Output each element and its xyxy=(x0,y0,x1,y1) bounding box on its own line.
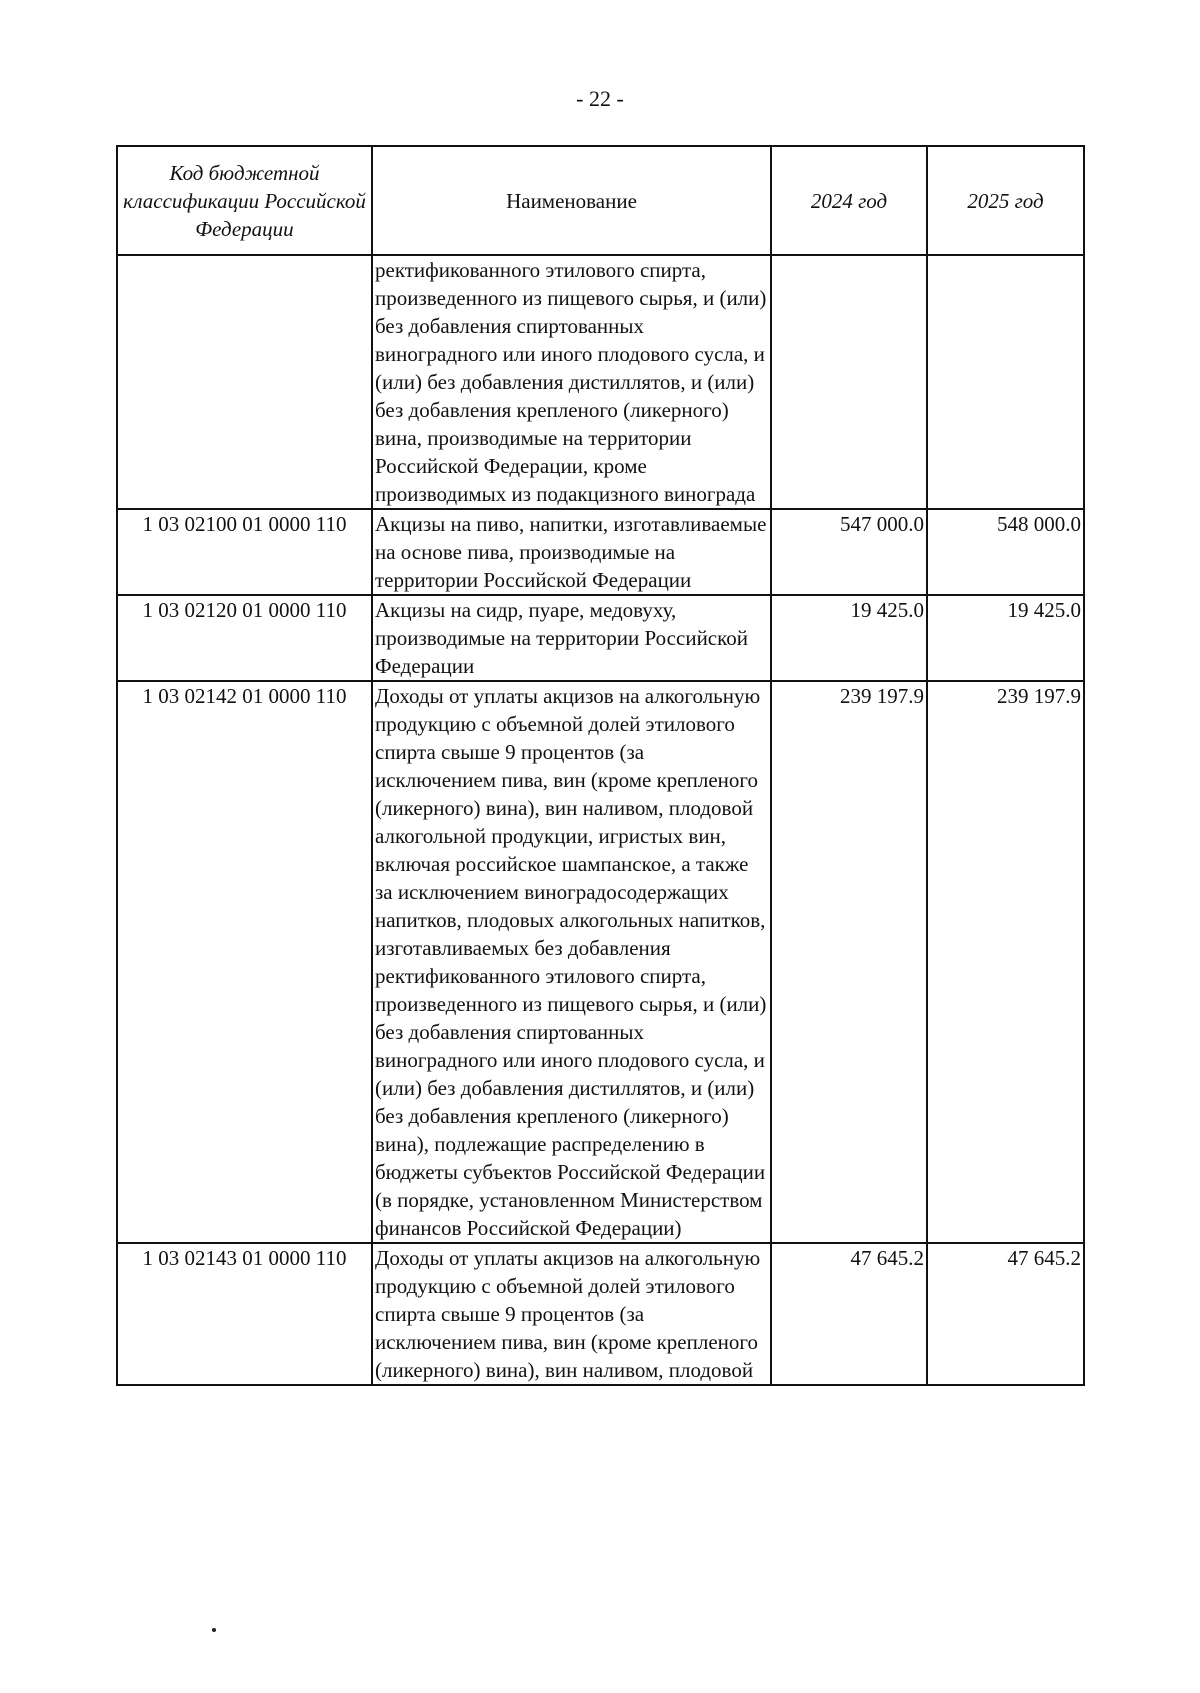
row-value-2025: 239 197.9 xyxy=(927,681,1084,1243)
table-row xyxy=(117,509,1084,595)
row-code xyxy=(117,255,372,509)
row-code: 1 03 02142 01 0000 110 xyxy=(117,681,372,1243)
row-value-2024 xyxy=(771,255,927,509)
row-name: Доходы от уплаты акцизов на алкогольную продукцию с объемной долей этилового спирта свыше 9 процентов (за исключением пива, вин (кроме крепленого (ликерного) вина), вин наливом, плодовой алкогольной продукции, игристых вин, включая российское шампанское, а также за исключением виноградосодержащих напитков, плодовых алкогольных напитков, изготавливаемых без добавления ректификованного этилового спирта, произведенного из пищевого сырья, и (или) без добавления спиртованных виноградного или иного плодового сусла, и (или) без добавления дистиллятов, и (или) без добавления крепленого (ликерного) вина), подлежащие распределению в бюджеты субъектов Российской Федерации (в порядке, установленном Министерством финансов Российской Федерации) xyxy=(372,681,771,1243)
row-code: 1 03 02100 01 0000 110 xyxy=(117,509,372,595)
table-row xyxy=(117,1243,1084,1385)
table-header-row xyxy=(117,146,1084,255)
row-value-2024: 19 425.0 xyxy=(771,595,927,681)
row-value-2025: 47 645.2 xyxy=(927,1243,1084,1385)
stray-dot-mark xyxy=(212,1628,216,1632)
row-value-2024: 239 197.9 xyxy=(771,681,927,1243)
budget-revenue-table xyxy=(116,145,1085,1386)
header-code: Код бюджетной классификации Российской Федерации xyxy=(117,146,372,255)
header-year-2025: 2025 год xyxy=(927,146,1084,255)
table-row xyxy=(117,255,1084,509)
row-name: Акцизы на пиво, напитки, изготавливаемые на основе пива, производимые на территории Российской Федерации xyxy=(372,509,771,595)
table-row xyxy=(117,681,1084,1243)
row-name: ректификованного этилового спирта, произведенного из пищевого сырья, и (или) без добавления спиртованных виноградного или иного плодового сусла, и (или) без добавления дистиллятов, и (или) без добавления крепленого (ликерного) вина, производимые на территории Российской Федерации, кроме производимых из подакцизного винограда xyxy=(372,255,771,509)
row-code: 1 03 02120 01 0000 110 xyxy=(117,595,372,681)
row-value-2024: 47 645.2 xyxy=(771,1243,927,1385)
row-code: 1 03 02143 01 0000 110 xyxy=(117,1243,372,1385)
row-name: Доходы от уплаты акцизов на алкогольную продукцию с объемной долей этилового спирта свыше 9 процентов (за исключением пива, вин (кроме крепленого (ликерного) вина), вин наливом, плодовой xyxy=(372,1243,771,1385)
row-name: Акцизы на сидр, пуаре, медовуху, производимые на территории Российской Федерации xyxy=(372,595,771,681)
row-value-2025: 19 425.0 xyxy=(927,595,1084,681)
row-value-2025: 548 000.0 xyxy=(927,509,1084,595)
header-name: Наименование xyxy=(372,146,771,255)
header-year-2024: 2024 год xyxy=(771,146,927,255)
page-number: - 22 - xyxy=(576,86,624,111)
row-value-2025 xyxy=(927,255,1084,509)
table-row xyxy=(117,595,1084,681)
row-value-2024: 547 000.0 xyxy=(771,509,927,595)
